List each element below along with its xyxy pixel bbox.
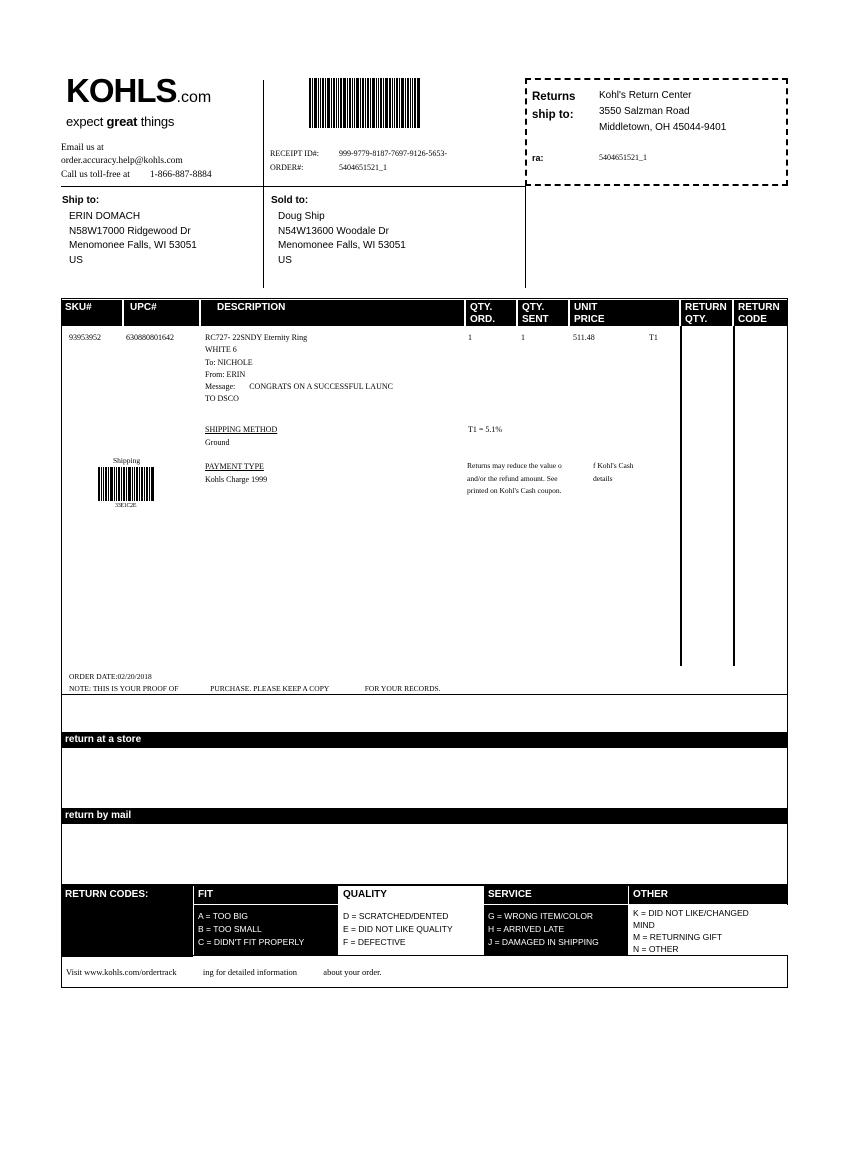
other-code-item: N = OTHER [633,944,679,954]
note-part3: FOR YOUR RECORDS. [364,684,441,693]
return-qty-left-line [680,326,682,666]
ship-to-line: US [69,254,83,266]
item-description [205,332,393,406]
col-header-return-qty [681,300,732,326]
message-cont: TO DSCO [205,394,239,404]
col-header-sku: SKU# [61,300,122,326]
unit-price-line1: UNIT [574,302,598,313]
receipt-id-value: 999-9779-8187-7697-9126-5653- [339,149,447,158]
return-by-mail-header: return by mail [61,808,788,824]
shipping-barcode-label: Shipping [113,456,141,465]
ship-to-address [69,210,197,268]
sold-to-line: US [278,254,292,266]
returns-label-line2: ship to: [532,109,574,121]
message-label: Message: [205,382,236,392]
return-code-line1: RETURN [738,302,780,313]
item-desc-line: WHITE 6 [205,345,237,355]
divider-vertical-right [525,186,526,288]
returns-note [467,460,562,498]
tagline-post: things [137,114,175,129]
item-qty-ord: 1 [468,333,472,342]
footer-part3: about your order. [323,967,382,977]
other-codes [629,905,788,955]
returns-note-line: and/or the refund amount. See [467,473,558,483]
col-header-qty-ord [466,300,516,326]
fit-header: FIT [194,886,338,904]
payment-type-value: Kohls Charge 1999 [205,475,268,484]
returns-label-line1: Returns [532,91,576,103]
payment-type-label: PAYMENT TYPE [205,462,264,471]
logo-text: KOHLS [66,72,177,109]
ship-to-line: Menomonee Falls, WI 53051 [69,240,197,251]
item-sku: 93953952 [69,333,101,342]
col-header-qty-sent [518,300,568,326]
email-address: order.accuracy.help@kohls.com [61,156,183,166]
returns-address-line: Middletown, OH 45044-9401 [599,122,727,133]
quality-code-item: F = DEFECTIVE [343,937,406,947]
return-at-store-header: return at a store [61,732,788,748]
service-code-item: H = ARRIVED LATE [488,924,565,934]
quality-code-item: D = SCRATCHED/DENTED [343,911,449,921]
tagline-bold: great [106,114,138,129]
sold-to-line: Doug Ship [278,211,325,222]
col-header-return-code [734,300,788,326]
ship-to-label: Ship to: [62,195,100,206]
receipt-barcode [309,78,421,128]
order-number-value: 5404651521_1 [339,163,387,172]
returns-note-line: printed on Kohl's Cash coupon. [467,486,562,495]
item-tax-code: T1 [649,333,658,342]
footer-part2: ing for detailed information [202,967,298,977]
qty-sent-line2: SENT [522,314,549,325]
returns-address-line: 3550 Salzman Road [599,106,690,117]
return-qty-line1: RETURN [685,302,727,313]
shipping-barcode-caption: 33E1C2E [115,503,137,509]
qty-ord-line1: QTY. [470,302,493,313]
order-tracking-note [66,967,382,977]
ship-to-line: N58W17000 Ridgewood Dr [69,225,191,237]
ra-value: 5404651521_1 [599,153,647,162]
ship-to-line: ERIN DOMACH [69,211,141,222]
return-qty-line2: QTY. [685,314,708,325]
shipping-method-label: SHIPPING METHOD [205,425,278,434]
other-code-item: MIND [633,920,655,930]
message-text: CONGRATS ON A SUCCESSFUL LAUNC [249,382,393,392]
return-codes-title: RETURN CODES: [61,886,193,957]
order-number-label: ORDER#: [270,163,304,172]
header-divider [61,186,526,187]
returns-note-cont-line: details [593,473,613,483]
footer-part1: Visit www.kohls.com/ordertrack [66,967,177,977]
logo-suffix: .com [176,89,212,106]
divider-vertical-left [263,80,264,288]
return-codes-bottom-rule [61,955,788,956]
col-header-description: DESCRIPTION [201,300,464,326]
returns-address [599,88,726,136]
item-desc-line: RC727- 22SNDY Eternity Ring [205,333,308,342]
sold-to-label: Sold to: [271,195,309,206]
item-desc-line: From: ERIN [205,369,246,379]
service-code-item: G = WRONG ITEM/COLOR [488,911,594,921]
note-part1: NOTE: THIS IS YOUR PROOF OF [69,684,179,693]
fit-code-item: B = TOO SMALL [198,924,262,934]
kohls-logo [66,72,212,129]
returns-address-line: Kohl's Return Center [599,90,692,101]
return-code-left-line [733,326,735,666]
fit-codes [194,905,338,955]
quality-code-item: E = DID NOT LIKE QUALITY [343,924,453,934]
fit-code-item: C = DIDN'T FIT PROPERLY [198,937,305,947]
qty-sent-line1: QTY. [522,302,545,313]
proof-of-purchase-note [69,684,569,693]
tax-note: T1 = 5.1% [468,425,503,434]
unit-price-line2: PRICE [574,314,605,325]
service-header: SERVICE [484,886,628,904]
call-label: Call us toll-free at [61,170,130,180]
col-header-upc: UPC# [124,300,199,326]
shipping-barcode [98,467,155,501]
note-part2: PURCHASE. PLEASE KEEP A COPY [210,684,329,693]
shipping-method-value: Ground [205,438,230,447]
order-date: ORDER DATE:02/20/2018 [69,672,152,681]
service-code-item: J = DAMAGED IN SHIPPING [488,937,599,947]
returns-label [532,88,575,124]
phone-number: 1-866-887-8884 [149,170,212,180]
sold-to-line: N54W13600 Woodale Dr [278,225,389,237]
item-unit-price: 511.48 [573,333,595,342]
contact-block [61,142,212,182]
quality-codes [339,905,483,955]
order-footer-divider [61,694,788,695]
ra-label: ra: [532,153,544,163]
other-code-item: M = RETURNING GIFT [633,932,723,942]
other-code-item: K = DID NOT LIKE/CHANGED [633,908,749,918]
sold-to-address [278,210,406,268]
email-label: Email us at [61,143,104,153]
fit-code-item: A = TOO BIG [198,911,248,921]
item-desc-line: To: NICHOLE [205,357,253,367]
receipt-id-label: RECEIPT ID#: [270,149,319,158]
sold-to-line: Menomonee Falls, WI 53051 [278,240,406,251]
col-header-unit-price [570,300,679,326]
other-header: OTHER [629,886,788,904]
return-code-line2: CODE [738,314,767,325]
item-upc: 630880801642 [126,333,174,342]
returns-note-continued [593,460,634,485]
qty-ord-line2: ORD. [470,314,495,325]
returns-note-line: Returns may reduce the value o [467,461,562,470]
item-qty-sent: 1 [521,333,525,342]
tagline-pre: expect [66,114,107,129]
returns-note-cont-line: f Kohl's Cash [593,461,634,470]
quality-header: QUALITY [339,886,483,904]
service-codes [484,905,628,955]
